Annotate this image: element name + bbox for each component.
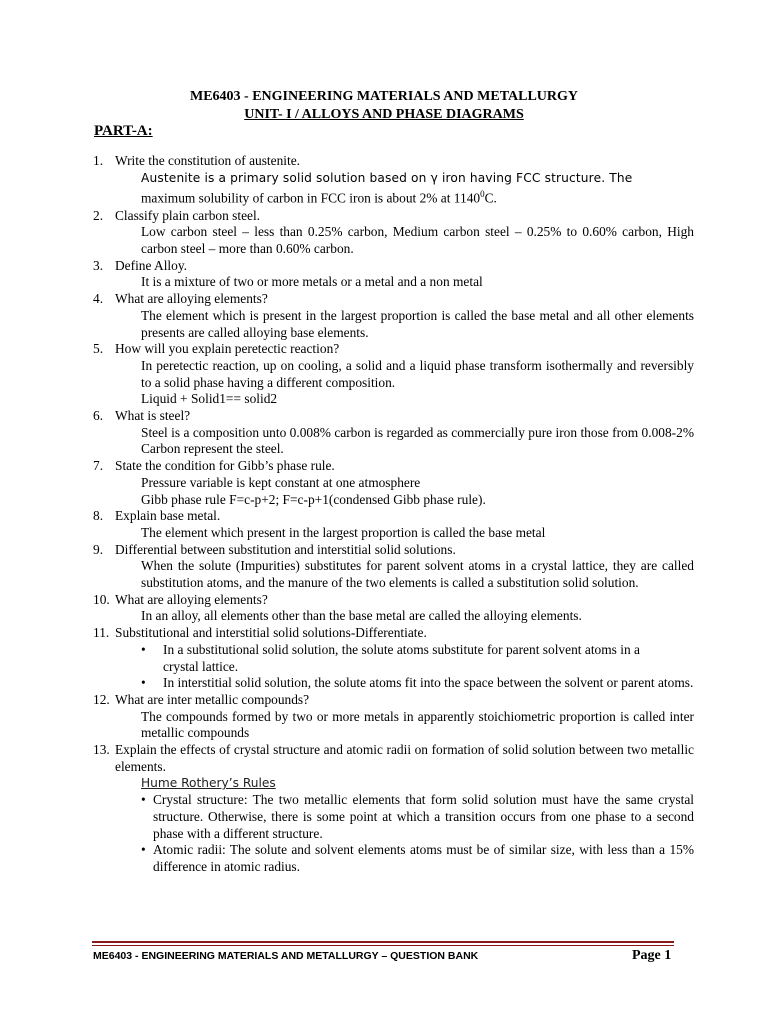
question-item: [93, 742, 694, 775]
question-item: [93, 542, 694, 559]
question-item: [93, 592, 694, 609]
question-text: State the condition for Gibb’s phase rule.: [115, 458, 335, 474]
bullet-item: [93, 642, 694, 675]
answer-text: The element which is present in the largest proportion is called the base metal and all other elements presents are called alloying base elements.: [141, 307, 694, 340]
bullet-text: In interstitial solid solution, the solute atoms fit into the space between the solvent or parent atoms.: [163, 675, 694, 691]
unit-title: UNIT- I / ALLOYS AND PHASE DIAGRAMS: [244, 107, 524, 122]
question-number: 11.: [93, 625, 110, 641]
answer-text: The element which present in the largest proportion is called the base metal: [141, 524, 546, 540]
answer-text: Low carbon steel – less than 0.25% carbon, Medium carbon steel – 0.25% to 0.60% carbon, High carbon steel – more than 0.60% carbon.: [141, 224, 694, 256]
question-text: Substitutional and interstitial solid solutions-Differentiate.: [115, 625, 427, 641]
answer-text: Steel is a composition unto 0.008% carbon is regarded as commercially pure iron those from 0.008-2% Carbon represent the steel.: [141, 424, 694, 457]
bullet-text: crystal lattice.: [163, 658, 239, 674]
bullet-icon: •: [141, 641, 146, 657]
question-text: Explain the effects of crystal structure and atomic radii on formation of solid solution between two metallic elements.: [115, 742, 694, 774]
question-number: 12.: [93, 691, 110, 707]
question-number: 4.: [93, 291, 104, 307]
question-item: [93, 153, 694, 170]
bullet-icon: •: [141, 675, 146, 691]
question-number: 8.: [93, 508, 104, 524]
bullet-item: [93, 675, 694, 692]
document-title: ME6403 - ENGINEERING MATERIALS AND METALLURGY: [189, 89, 578, 104]
answer-text: Austenite is a primary solid solution based on γ iron having FCC structure. The: [141, 170, 633, 185]
question-text: Write the constitution of austenite.: [115, 153, 301, 168]
question-number: 9.: [93, 541, 104, 557]
question-item: [93, 458, 694, 475]
superscript: 0: [480, 189, 485, 200]
question-text: Explain base metal.: [115, 508, 221, 524]
answer-text: Pressure variable is kept constant at one atmosphere: [141, 474, 421, 490]
question-item: [93, 508, 694, 525]
question-item: [93, 625, 694, 642]
question-item: [93, 408, 694, 425]
question-text: What are inter metallic compounds?: [115, 691, 310, 707]
footer-rule: [92, 945, 674, 946]
question-item: [93, 258, 694, 275]
question-number: 1.: [93, 153, 104, 168]
question-text: Differential between substitution and interstitial solid solutions.: [115, 541, 456, 557]
question-list: [93, 153, 694, 876]
question-item: [93, 692, 694, 709]
bullet-icon: •: [141, 842, 146, 858]
bullet-icon: •: [141, 792, 146, 808]
page-number: Page 1: [632, 948, 672, 963]
question-number: 2.: [93, 207, 104, 223]
question-item: [93, 291, 694, 308]
answer-fragment: C.: [484, 190, 497, 206]
bullet-text: Crystal structure: The two metallic elements that form solid solution must have the same crystal structure. Otherwise, there is some point at which a transition occurs from one phase to a second phase with a different structure.: [153, 792, 694, 841]
phase-rule-formula: Gibb phase rule F=c-p+2; F=c-p+1(condensed Gibb phase rule).: [141, 491, 486, 507]
question-number: 13.: [93, 742, 110, 758]
question-number: 7.: [93, 458, 104, 474]
question-number: 5.: [93, 341, 104, 357]
answer-text: In peretectic reaction, up on cooling, a solid and a liquid phase transform isothermally and reversibly to a solid phase having a different composition.: [141, 357, 694, 390]
section-heading: PART-A:: [94, 123, 153, 139]
question-number: 3.: [93, 257, 104, 273]
question-number: 6.: [93, 408, 104, 424]
question-item: [93, 341, 694, 358]
question-text: What are alloying elements?: [115, 591, 268, 607]
answer-fragment: maximum solubility of carbon in FCC iron is about 2% at 1140: [141, 190, 481, 206]
footer-title: ME6403 - ENGINEERING MATERIALS AND METALLURGY – QUESTION BANK: [93, 950, 479, 962]
reaction-equation: Liquid + Solid1== solid2: [141, 391, 278, 407]
bullet-item: [93, 792, 694, 842]
question-text: What is steel?: [115, 408, 191, 424]
bullet-text: Atomic radii: The solute and solvent elements atoms must be of similar size, with less than a 15% difference in atomic radius.: [153, 842, 694, 874]
rules-heading: Hume Rothery’s Rules: [141, 776, 276, 791]
bullet-item: [93, 842, 694, 875]
answer-text: In an alloy, all elements other than the base metal are called the alloying elements.: [141, 608, 582, 624]
question-number: 10.: [93, 591, 110, 607]
answer-text: [93, 186, 694, 207]
answer-text: It is a mixture of two or more metals or a metal and a non metal: [141, 274, 483, 290]
question-text: Classify plain carbon steel.: [115, 207, 261, 223]
question-text: Define Alloy.: [115, 257, 188, 273]
question-text: What are alloying elements?: [115, 291, 268, 307]
answer-text: The compounds formed by two or more metals in apparently stoichiometric proportion is called inter metallic compounds: [141, 708, 694, 741]
footer-rule: [92, 941, 674, 943]
bullet-text: In a substitutional solid solution, the solute atoms substitute for parent solvent atoms in a: [163, 641, 640, 657]
question-text: How will you explain peretectic reaction?: [115, 341, 340, 357]
question-item: [93, 208, 694, 225]
answer-text: When the solute (Impurities) substitutes for parent solvent atoms in a crystal lattice, they are called substitution atoms, and the manure of the two elements is called a substitution solid solution.: [141, 558, 694, 591]
